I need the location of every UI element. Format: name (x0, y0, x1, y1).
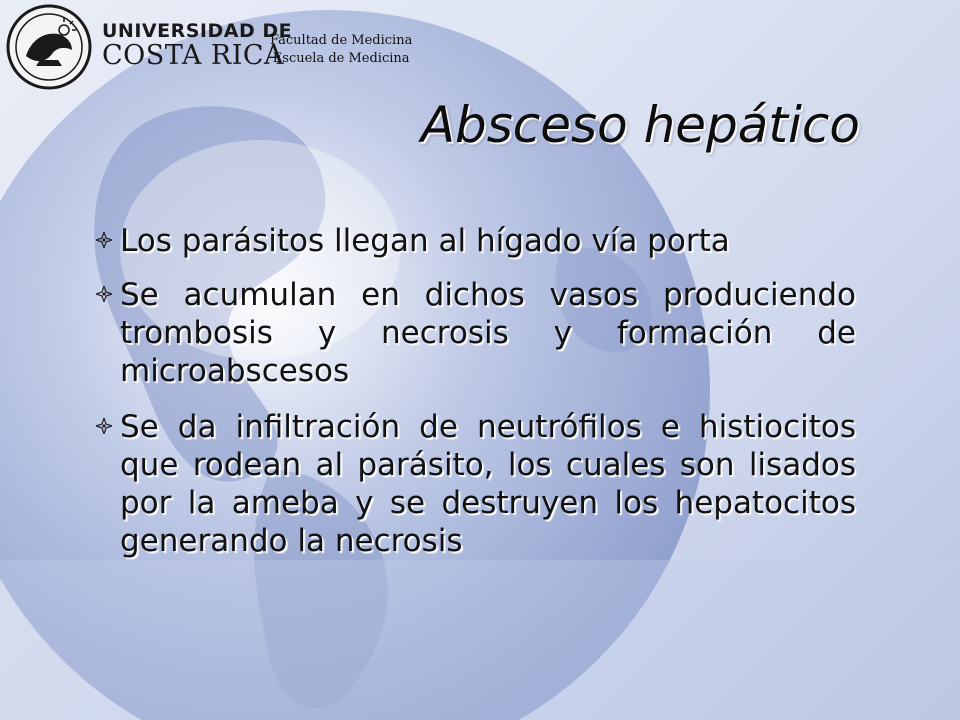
university-name-line2: COSTA RICA (102, 40, 285, 71)
bullet-text: Se acumulan en dichos vasos produciendo trombosis y necrosis y formación de microabscesos (120, 277, 856, 389)
school-name: Escuela de Medicina (272, 51, 410, 66)
bullet-item (96, 222, 856, 260)
faculty-name: Facultad de Medicina (270, 33, 413, 48)
ornament-star-icon (96, 418, 112, 434)
ornament-star-icon (96, 232, 112, 248)
university-name-line1: UNIVERSIDAD DE (102, 20, 293, 42)
bullet-text: Se da infiltración de neutrófilos e histiocitos que rodean al parásito, los cuales son lisados por la ameba y se destruyen los hepatocitos generando la necrosis (120, 409, 856, 559)
bullet-item (96, 276, 856, 390)
ornament-star-icon (96, 286, 112, 302)
slide-title: Absceso hepático (420, 96, 860, 154)
bullet-text: Los parásitos llegan al hígado vía porta (120, 223, 730, 259)
bullet-item (96, 408, 856, 560)
faculty-block (270, 32, 412, 68)
bullet-list (96, 222, 856, 578)
ucr-seal-icon (6, 4, 92, 90)
